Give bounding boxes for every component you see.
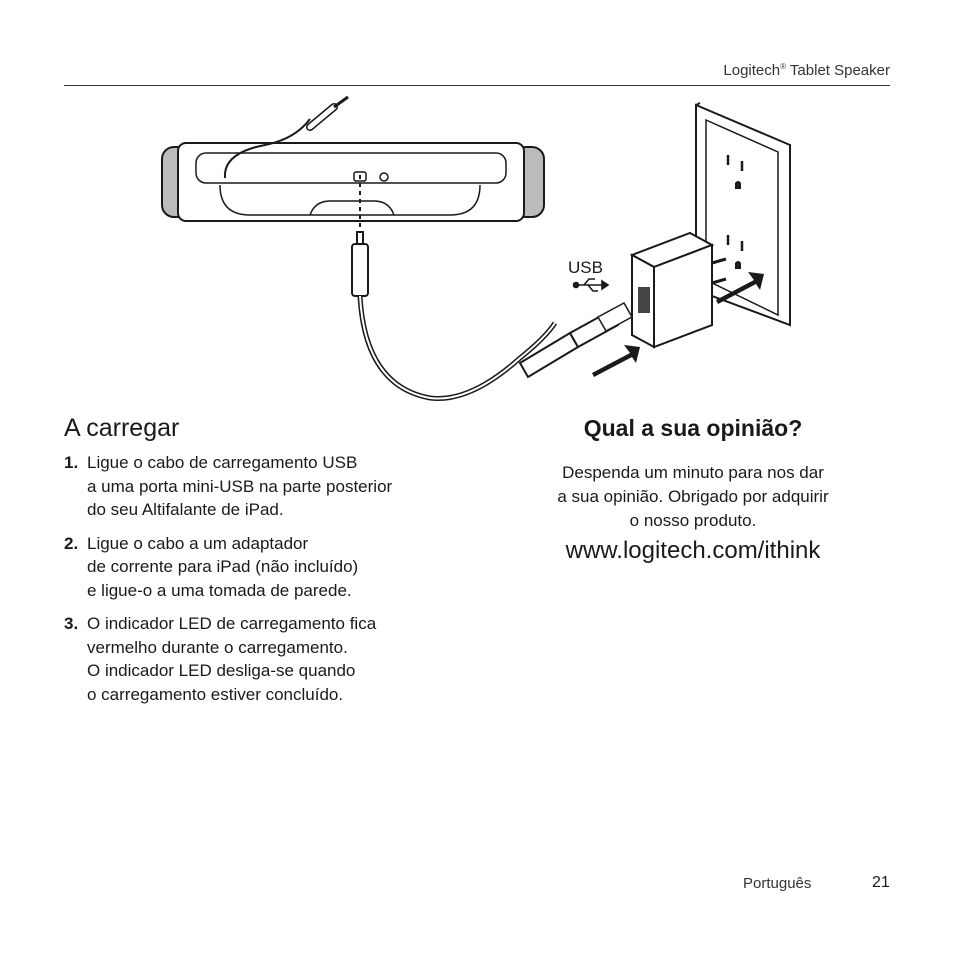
usb-label: USB	[568, 258, 603, 277]
step-item	[64, 451, 474, 522]
step-number: 2.	[64, 533, 79, 553]
usb-symbol-icon	[574, 279, 609, 291]
speaker-icon	[162, 143, 544, 221]
charging-illustration	[150, 95, 800, 410]
step-item	[64, 532, 474, 603]
header-divider	[64, 85, 890, 86]
step-item	[64, 612, 474, 706]
page-number: 21	[872, 874, 890, 891]
usb-cable-icon	[352, 232, 632, 399]
header-product: Tablet Speaker	[786, 62, 890, 79]
footer-language: Português	[743, 875, 812, 892]
charging-steps-list	[64, 451, 474, 716]
header-brand: Logitech	[723, 62, 781, 79]
step-text: Ligue o cabo a um adaptador de corrente para iPad (não incluído) e ligue-o a uma tomada de parede.	[87, 533, 359, 600]
running-header	[723, 62, 890, 79]
feedback-heading: Qual a sua opinião?	[583, 415, 803, 441]
step-number: 1.	[64, 453, 79, 472]
feedback-link[interactable]: www.logitech.com/ithink	[565, 537, 821, 564]
step-text: O indicador LED de carregamento fica vermelho durante o carregamento. O indicador LED desliga-se quando o carregamento estiver concluído.	[87, 614, 377, 704]
step-text: Ligue o cabo de carregamento USB a uma porta mini-USB na parte posterior do seu Altifalante de iPad.	[87, 453, 393, 519]
charging-heading: A carregar	[64, 414, 180, 442]
step-number: 3.	[64, 614, 79, 633]
power-adapter-icon	[632, 233, 726, 347]
feedback-text: Despenda um minuto para nos dar a sua opinião. Obrigado por adquirir o nosso produto.	[557, 463, 829, 530]
trademark-symbol: ®	[780, 62, 787, 71]
